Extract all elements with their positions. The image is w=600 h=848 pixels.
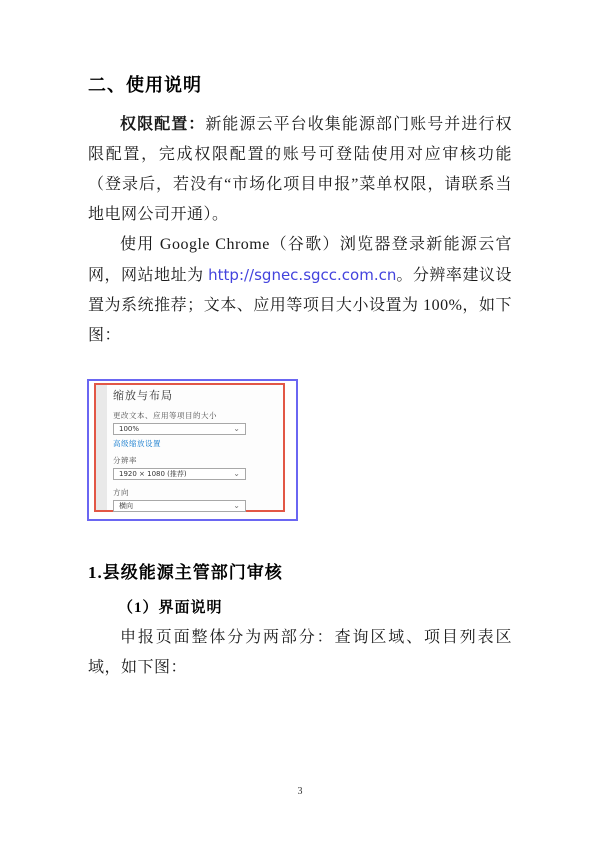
resolution-label: 分辨率 [113, 456, 137, 465]
scale-layout-title: 缩放与布局 [113, 389, 173, 402]
screenshot-left-gray-strip [96, 385, 107, 510]
document-content [88, 74, 512, 683]
text-size-dropdown [113, 423, 246, 435]
orientation-dropdown [113, 500, 246, 512]
paragraph-page-layout: 申报页面整体分为两部分：查询区域、项目列表区域，如下图： [88, 629, 512, 676]
text-size-value: 100% [119, 425, 140, 433]
paragraph-text-after-link: 。分辨率建议设置为系统推荐；文本、应用等项目大小设置为 100%，如下图： [88, 267, 512, 344]
page-number: 3 [297, 786, 303, 797]
advanced-scaling-link: 高级缩放设置 [113, 439, 161, 448]
text-size-label: 更改文本、应用等项目的大小 [113, 411, 217, 420]
interface-description-heading: （1）界面说明 [118, 600, 223, 616]
section-heading: 二、使用说明 [88, 75, 202, 96]
resolution-value: 1920 × 1080 (推荐) [119, 470, 187, 478]
website-hyperlink[interactable]: http://sgnec.sgcc.com.cn [208, 266, 397, 284]
chevron-down-icon: ⌄ [233, 469, 240, 478]
resolution-dropdown [113, 468, 246, 480]
paragraph-body-text: 新能源云平台收集能源部门账号并进行权限配置，完成权限配置的账号可登陆使用对应审核功能（登录后，若没有“市场化项目申报”菜单权限，请联系当地电网公司开通）。 [88, 116, 512, 223]
orientation-value: 横向 [119, 502, 133, 510]
chevron-down-icon: ⌄ [233, 501, 240, 510]
chevron-down-icon: ⌄ [233, 424, 240, 433]
scale-layout-panel [113, 385, 277, 510]
paragraph-lead-bold: 权限配置： [120, 116, 206, 133]
paragraph-text-before-link: 使用 Google Chrome（谷歌）浏览器登录新能源云官网，网站地址为 [88, 236, 512, 284]
paragraph-browser-instructions [88, 230, 512, 351]
settings-screenshot-image [87, 379, 298, 521]
numbered-sub-heading: 1.县级能源主管部门审核 [88, 563, 283, 582]
red-highlight-box [94, 383, 285, 512]
paragraph-permission-config [88, 110, 512, 230]
orientation-label: 方向 [113, 488, 129, 497]
